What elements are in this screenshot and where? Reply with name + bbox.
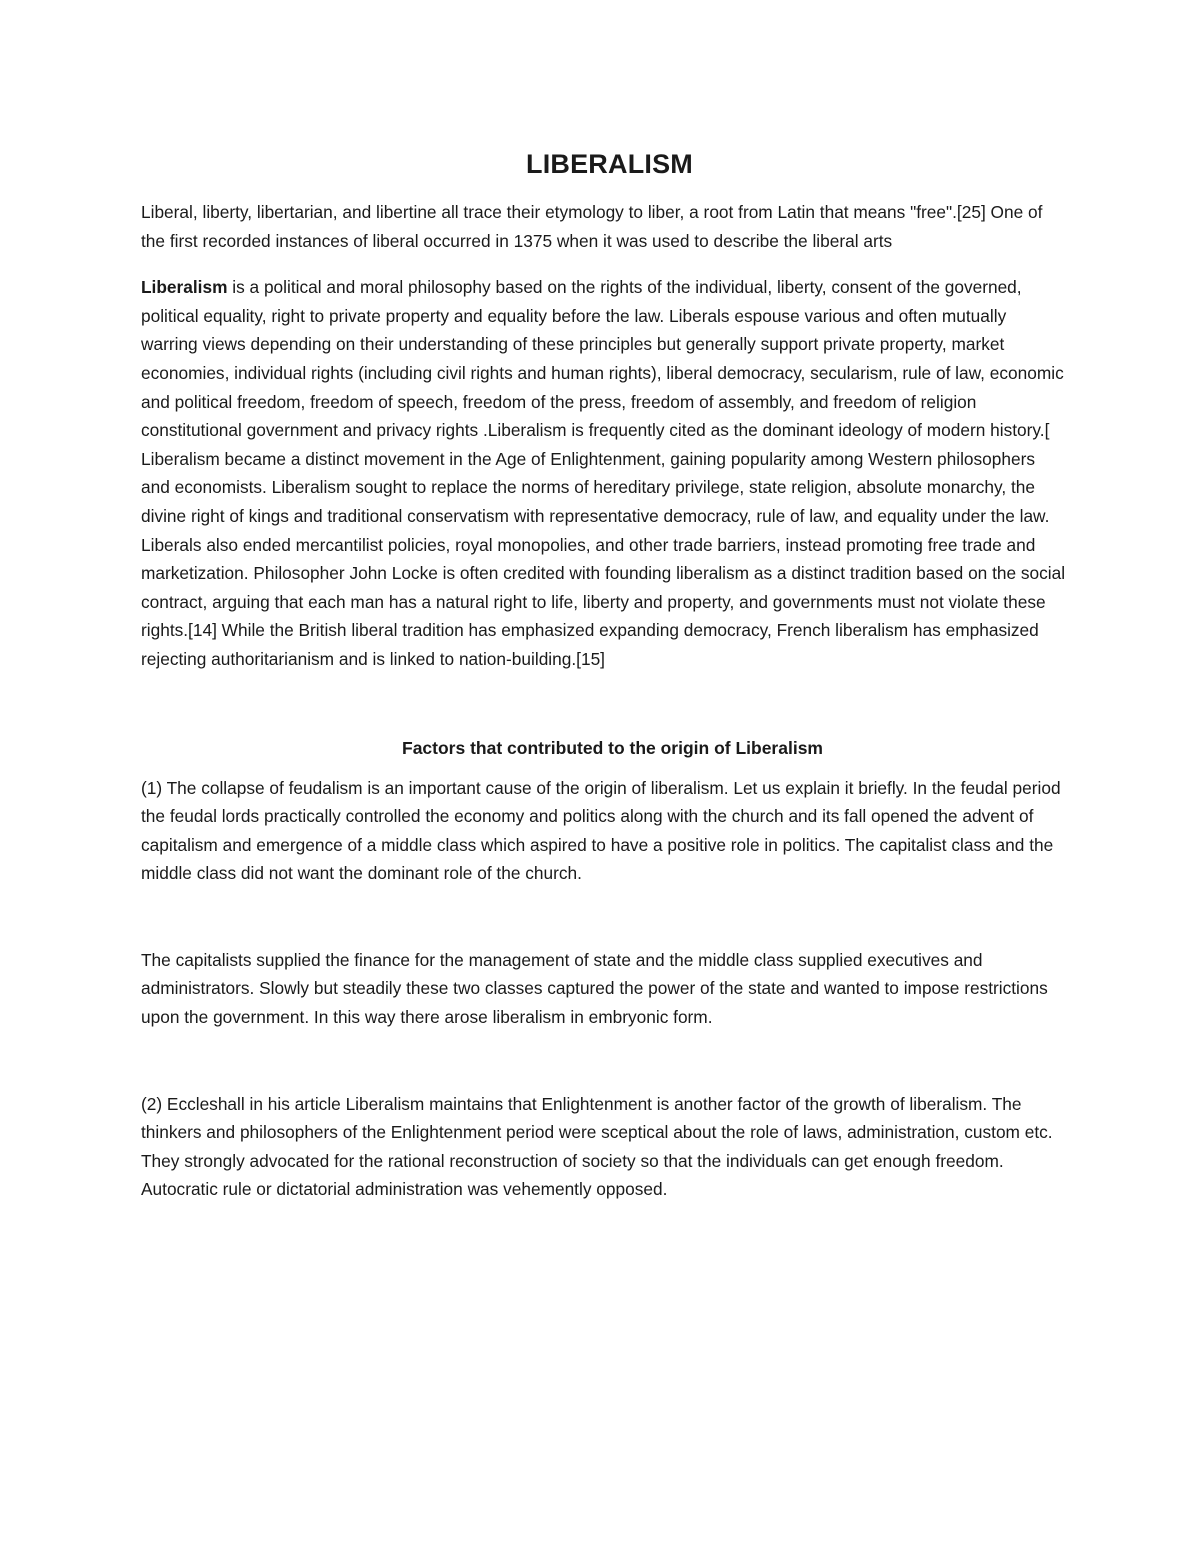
- main-paragraph-lead-word: Liberalism: [141, 277, 228, 298]
- document-body: [141, 142, 1066, 1204]
- document-title: LIBERALISM: [526, 149, 693, 179]
- main-paragraph-text: is a political and moral philosophy based on the rights of the individual, liberty, consent of the governed, political equality, right to private property and equality before the law. Liberals espouse various and often mutually warring views depending on their understanding of these principles but generally support private property, market economies, individual rights (including civil rights and human rights), liberal democracy, secularism, rule of law, economic and political freedom, freedom of speech, freedom of the press, freedom of assembly, and freedom of religion constitutional government and privacy rights .Liberalism is frequently cited as the dominant ideology of modern history.[ Liberalism became a distinct movement in the Age of Enlightenment, gaining popularity among Western philosophers and economists. Liberalism sought to replace the norms of hereditary privilege, state religion, absolute monarchy, the divine right of kings and traditional conservatism with representative democracy, rule of law, and equality under the law. Liberals also ended mercantilist policies, royal monopolies, and other trade barriers, instead promoting free trade and marketization. Philosopher John Locke is often credited with founding liberalism as a distinct tradition based on the social contract, arguing that each man has a natural right to life, liberty and property, and governments must not violate these rights.[14] While the British liberal tradition has emphasized expanding democracy, French liberalism has emphasized rejecting authoritarianism and is linked to nation-building.[15]: [141, 277, 1066, 669]
- factor-2-paragraph: (2) Eccleshall in his article Liberalism maintains that Enlightenment is another factor of the growth of liberalism. The thinkers and philosophers of the Enlightenment period were sceptical about the role of laws, administration, custom etc. They strongly advocated for the rational reconstruction of society so that the individuals can get enough freedom. Autocratic rule or dictatorial administration was vehemently opposed.: [141, 1093, 1053, 1200]
- section-heading: Factors that contributed to the origin of Liberalism: [402, 737, 823, 758]
- paragraph-spacer: [141, 888, 1066, 946]
- intro-paragraph: Liberal, liberty, libertarian, and libertine all trace their etymology to liber, a root from Latin that means "free".[25] One of the first recorded instances of liberal occurred in 1375 when it was used to describe the liberal arts: [141, 202, 1043, 251]
- paragraph-spacer: [141, 1032, 1066, 1090]
- capitalists-paragraph: The capitalists supplied the finance for the management of state and the middle class supplied executives and administrators. Slowly but steadily these two classes captured the power of the state and wanted to impose restrictions upon the government. In this way there arose liberalism in embryonic form.: [141, 949, 1048, 1028]
- factor-1-paragraph: (1) The collapse of feudalism is an important cause of the origin of liberalism. Let us explain it briefly. In the feudal period the feudal lords practically controlled the economy and politics along with the church and its fall opened the advent of capitalism and emergence of a middle class which aspired to have a positive role in politics. The capitalist class and the middle class did not want the dominant role of the church.: [141, 777, 1061, 884]
- main-paragraph: [141, 273, 1066, 673]
